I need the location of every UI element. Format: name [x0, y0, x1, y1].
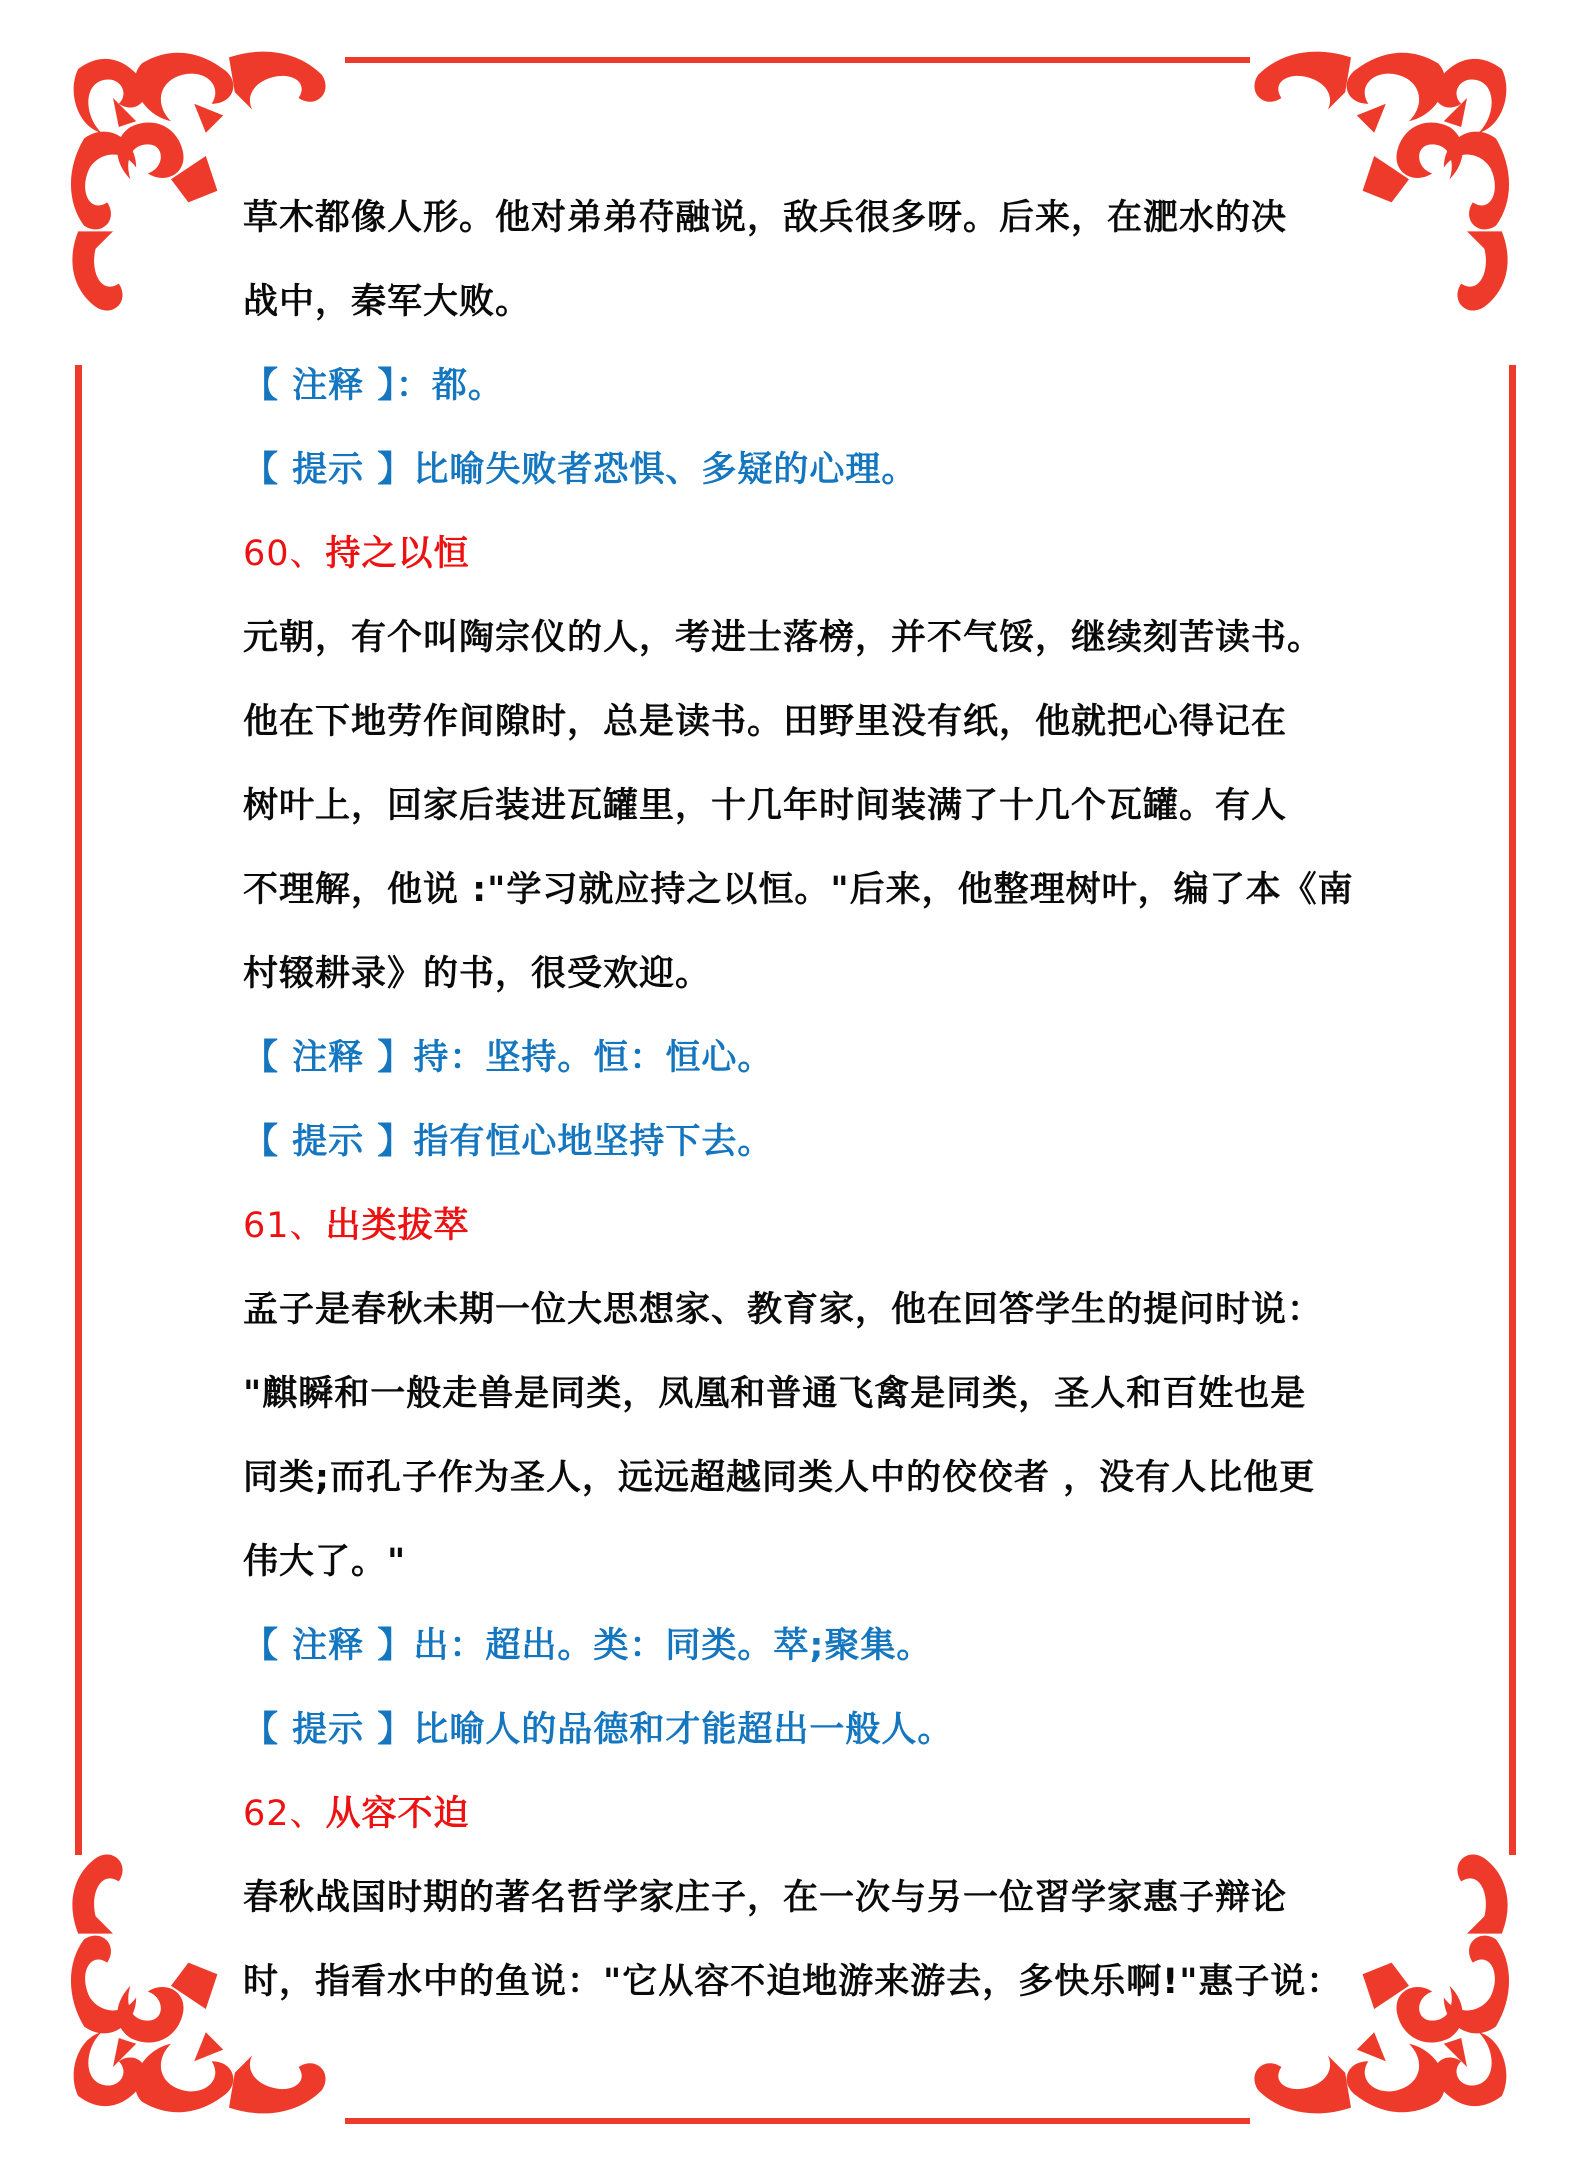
hint-note: 【 提示 】比喻人的品德和才能超出一般人。	[243, 1710, 954, 1750]
annotation-note: 【 注释 】出：超出。类：同类。萃;聚集。	[243, 1626, 933, 1666]
paragraph-line: 春秋战国时期的著名哲学家庄子，在一次与另一位習学家惠子辩论	[243, 1878, 1288, 1918]
annotation-note: 【 注释 】：都。	[243, 366, 504, 406]
document-body	[243, 176, 1373, 2024]
paragraph-line: 伟大了。"	[243, 1542, 407, 1582]
heading-title: 出类拔萃	[325, 1206, 470, 1246]
paragraph-line: 同类;而孔子作为圣人，远远超越同类人中的佼佼者 ，没有人比他更	[243, 1458, 1316, 1498]
paragraph-line: 草木都像人形。他对弟弟苻融说，敌兵很多呀。后来，在淝水的决	[243, 198, 1288, 238]
paragraph-line: 村辍耕录》的书，很受欢迎。	[243, 954, 712, 994]
heading-title: 从容不迫	[325, 1794, 470, 1834]
idiom-heading-60	[243, 512, 1373, 596]
idiom-heading-61	[243, 1184, 1373, 1268]
idiom-heading-62	[243, 1772, 1373, 1856]
heading-number: 60、	[243, 534, 326, 574]
heading-number: 61、	[243, 1206, 326, 1246]
hint-note: 【 提示 】指有恒心地坚持下去。	[243, 1122, 774, 1162]
heading-number: 62、	[243, 1794, 326, 1834]
left-border-line	[75, 365, 82, 1855]
annotation-note: 【 注释 】持：坚持。恒：恒心。	[243, 1038, 774, 1078]
bottom-border-line	[345, 2118, 1250, 2124]
paragraph-line: 不理解，他说 :"学习就应持之以恒。"后来，他整理树叶，编了本《南	[243, 870, 1354, 910]
paragraph-line: 他在下地劳作间隙时，总是读书。田野里没有纸，他就把心得记在	[243, 702, 1288, 742]
top-border-line	[345, 57, 1250, 63]
paragraph-line: "麒瞬和一般走兽是同类，凤凰和普通飞禽是同类，圣人和百姓也是	[243, 1374, 1307, 1414]
hint-note: 【 提示 】比喻失败者恐惧、多疑的心理。	[243, 450, 918, 490]
paragraph-line: 战中，秦军大败。	[243, 282, 532, 322]
paragraph-line: 元朝，有个叫陶宗仪的人，考进士落榜，并不气馁，继续刻苦读书。	[243, 618, 1324, 658]
heading-title: 持之以恒	[325, 534, 470, 574]
paragraph-line: 树叶上，回家后装进瓦罐里，十几年时间装满了十几个瓦罐。有人	[243, 786, 1288, 826]
paragraph-line: 时，指看水中的鱼说："它从容不迫地游来游去，多快乐啊!"惠子说：	[243, 1962, 1343, 2002]
paragraph-line: 孟子是春秋未期一位大思想家、教育家，他在回答学生的提问时说：	[243, 1290, 1324, 1330]
right-border-line	[1509, 365, 1516, 1855]
